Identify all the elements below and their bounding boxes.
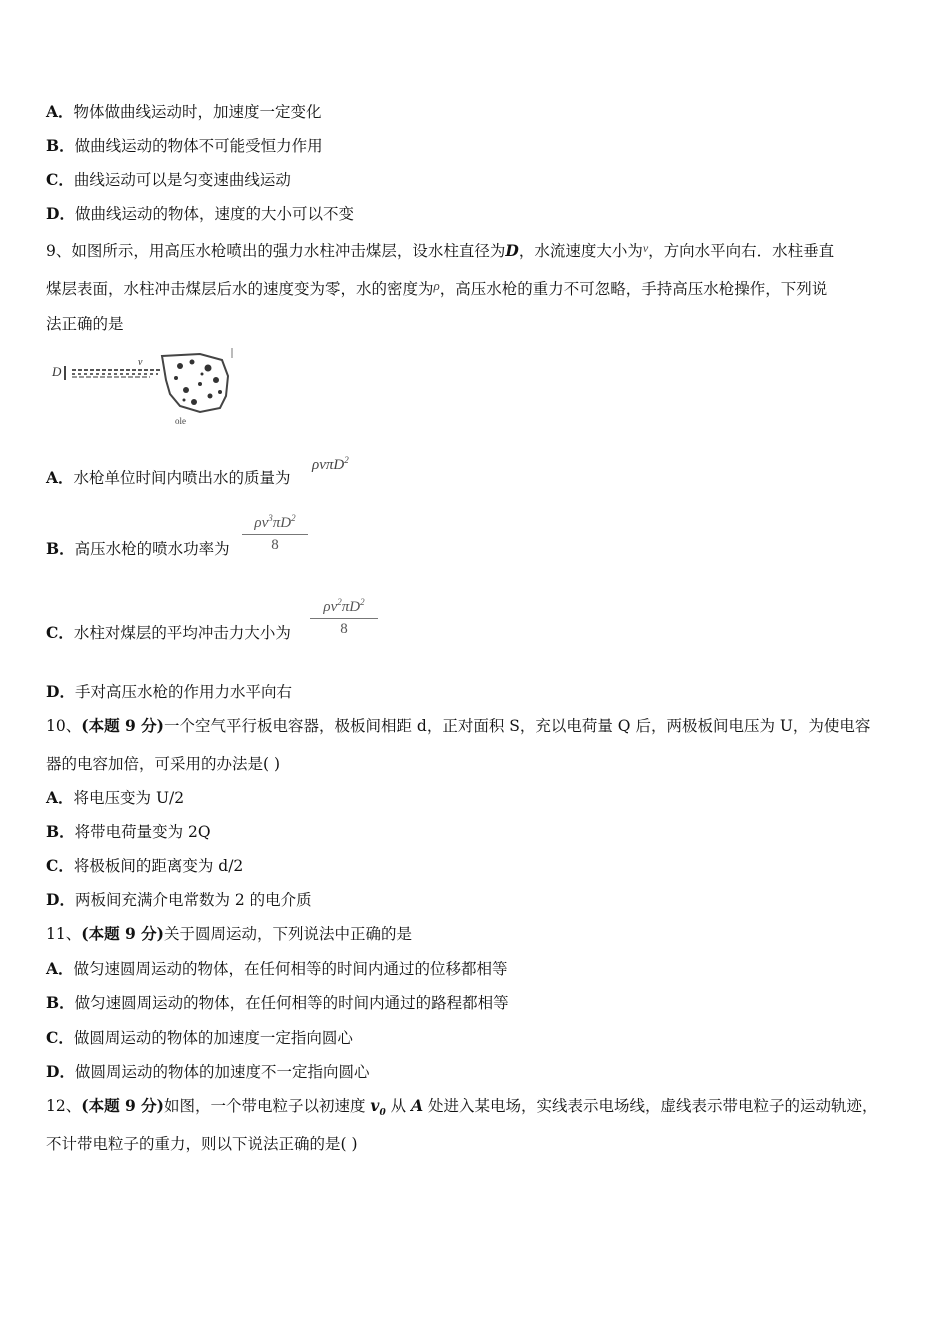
nozzle-mark	[64, 366, 66, 380]
stem-text: 煤层表面，水柱冲击煤层后水的速度变为零，水的密度为	[46, 280, 434, 298]
q11-option-c	[46, 1028, 353, 1048]
q11-option-a	[46, 959, 508, 979]
fraction-numerator: $\rho v^2\pi D^2$	[323, 597, 365, 615]
fraction-numerator: $\rho v^3\pi D^2$	[254, 513, 296, 531]
var-v0: $v_0$	[370, 1096, 386, 1119]
option-text: 两板间充满介电常数为 2 的电介质	[74, 891, 312, 909]
q12-stem-line-2	[46, 1134, 358, 1154]
option-label: B．	[46, 136, 75, 155]
q11-option-d	[46, 1062, 369, 1082]
q9-option-a	[46, 468, 291, 488]
q9-c-fraction	[310, 599, 378, 638]
q9-stem-line-2	[46, 276, 827, 299]
q8-option-d	[46, 204, 354, 224]
stem-text: 关于圆周运动，下列说法中正确的是	[163, 925, 412, 943]
q10-stem-line-1	[46, 716, 870, 736]
svg-text:ole: ole	[175, 416, 186, 426]
question-score: (本题 9 分)	[81, 924, 164, 943]
option-label: C．	[46, 856, 74, 875]
stem-text: ，高压水枪的重力不可忽略，手持高压水枪操作，下列说	[439, 280, 828, 298]
q9-stem-line-1	[46, 238, 834, 261]
q8-option-a	[46, 102, 322, 122]
water-jet-figure	[50, 346, 240, 428]
option-label: C．	[46, 1028, 74, 1047]
q11-option-b	[46, 993, 509, 1013]
q9-option-d	[46, 682, 292, 702]
question-score: (本题 9 分)	[81, 1096, 164, 1115]
stem-text: 从	[385, 1097, 412, 1115]
option-text: 水枪单位时间内喷出水的质量为	[73, 469, 291, 487]
option-label: A．	[46, 468, 74, 487]
stem-text: 法正确的是	[46, 315, 124, 333]
option-text: 手对高压水枪的作用力水平向右	[74, 683, 292, 701]
var-D: D	[505, 241, 519, 260]
option-text: 做圆周运动的物体的加速度不一定指向圆心	[74, 1063, 370, 1081]
q9-b-fraction	[242, 515, 308, 554]
q9-a-expression	[312, 457, 349, 474]
fraction-denominator: 8	[271, 537, 279, 553]
option-label: A．	[46, 102, 74, 121]
stem-text: 不计带电粒子的重力，则以下说法正确的是( )	[46, 1135, 358, 1153]
option-text: 高压水枪的喷水功率为	[74, 540, 230, 558]
option-text: 做曲线运动的物体，速度的大小可以不变	[74, 205, 354, 223]
stem-text: 一个空气平行板电容器，极板间相距 d，正对面积 S，充以电荷量 Q 后，两极板间电压为 U，为使电容	[163, 717, 871, 735]
question-number: 10、	[46, 717, 82, 735]
water-jet	[72, 370, 162, 377]
q9-stem-line-3	[46, 314, 124, 334]
stem-text: 器的电容加倍，可采用的办法是( )	[46, 755, 281, 773]
fraction-denominator: 8	[340, 621, 348, 637]
q10-option-d	[46, 890, 312, 910]
q10-option-a	[46, 788, 184, 808]
option-label: C．	[46, 623, 74, 642]
option-label: B．	[46, 539, 75, 558]
q8-option-b	[46, 136, 323, 156]
q10-stem-line-2	[46, 754, 280, 774]
option-text: 曲线运动可以是匀变速曲线运动	[73, 171, 291, 189]
question-number: 12、	[46, 1097, 82, 1115]
q10-option-c	[46, 856, 243, 876]
q11-stem	[46, 924, 412, 944]
stem-text: 9、如图所示，用高压水枪喷出的强力水柱冲击煤层，设水柱直径为	[46, 242, 506, 260]
option-text: 做匀速圆周运动的物体，在任何相等的时间内通过的路程都相等	[74, 994, 509, 1012]
expr-base: ρvπD	[312, 457, 345, 473]
expr-exponent: 2	[344, 455, 349, 465]
q12-stem-line-1	[46, 1096, 878, 1119]
option-text: 做匀速圆周运动的物体，在任何相等的时间内通过的位移都相等	[73, 960, 508, 978]
question-number: 11、	[46, 925, 82, 943]
option-text: 将电压变为 U/2	[73, 789, 185, 807]
figure-label-v: v	[138, 357, 143, 368]
option-label: D．	[46, 682, 75, 701]
var-A: A	[411, 1096, 424, 1115]
stem-text: 处进入某电场，实线表示电场线，虚线表示带电粒子的运动轨迹，	[423, 1097, 878, 1115]
option-label: D．	[46, 890, 75, 909]
option-text: 做圆周运动的物体的加速度一定指向圆心	[73, 1029, 353, 1047]
var-v: v	[642, 241, 649, 255]
q9-option-c	[46, 623, 291, 643]
coal-seam	[162, 354, 228, 426]
question-score: (本题 9 分)	[81, 716, 164, 735]
option-label: C．	[46, 170, 74, 189]
option-label: A．	[46, 959, 74, 978]
option-label: A．	[46, 788, 74, 807]
q8-option-c	[46, 170, 291, 190]
stem-text: ，水流速度大小为	[518, 242, 643, 260]
option-text: 做曲线运动的物体不可能受恒力作用	[74, 137, 323, 155]
option-text: 将极板间的距离变为 d/2	[73, 857, 244, 875]
q9-option-b	[46, 539, 230, 559]
option-text: 水柱对煤层的平均冲击力大小为	[73, 624, 291, 642]
stem-text: ，方向水平向右．水柱垂直	[648, 242, 835, 260]
figure-label-D: D	[52, 364, 62, 379]
option-label: B．	[46, 822, 75, 841]
option-text: 物体做曲线运动时，加速度一定变化	[73, 103, 322, 121]
stem-text: 如图，一个带电粒子以初速度	[163, 1097, 371, 1115]
var-rho: ρ	[433, 278, 440, 293]
option-label: B．	[46, 993, 75, 1012]
option-label: D．	[46, 1062, 75, 1081]
q10-option-b	[46, 822, 211, 842]
option-label: D．	[46, 204, 75, 223]
option-text: 将带电荷量变为 2Q	[74, 823, 211, 841]
